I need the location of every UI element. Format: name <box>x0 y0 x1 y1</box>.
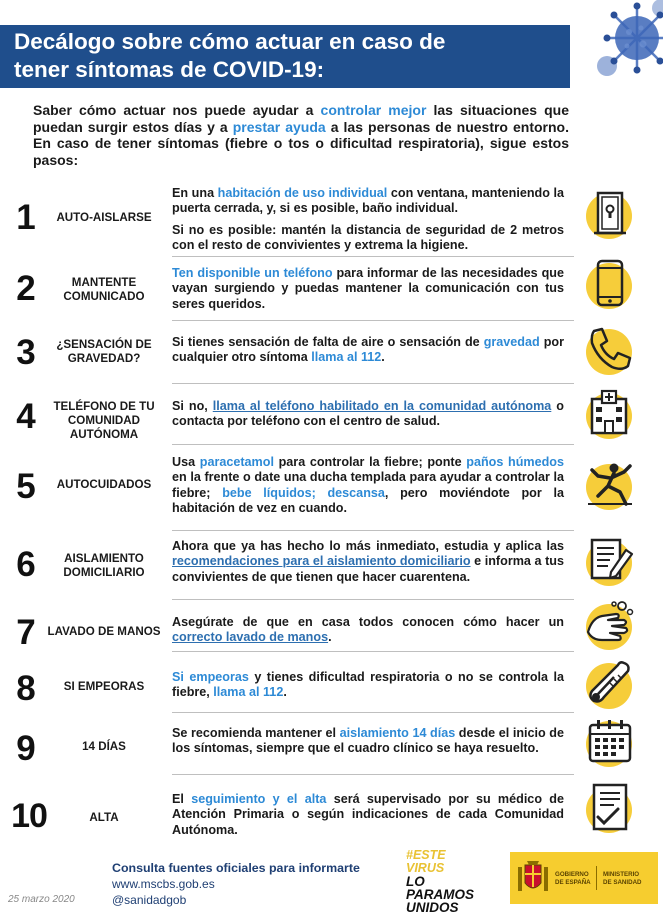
step-link-text: aislamiento 14 días <box>340 726 456 740</box>
step-number: 5 <box>6 469 46 504</box>
step-paragraph <box>172 539 564 585</box>
step-icon-badge <box>586 787 632 833</box>
page-title: Decálogo sobre cómo actuar en caso de tener síntomas de COVID-19: <box>14 28 445 84</box>
thermometer-icon <box>580 655 638 713</box>
step-label: TELÉFONO DE TU COMUNIDAD AUTÓNOMA <box>44 400 164 442</box>
step-paragraph <box>172 266 564 312</box>
step-text: En una <box>172 186 218 200</box>
step-paragraph <box>172 335 564 366</box>
government-logo <box>510 852 658 904</box>
step-link-text: llama al 112 <box>311 350 381 364</box>
step-description <box>172 455 564 517</box>
step-text: Se recomienda mantener el <box>172 726 340 740</box>
step-link-text: paracetamol <box>200 455 274 469</box>
gov-name: GOBIERNO DE ESPAÑA <box>555 871 591 887</box>
step-link-text[interactable]: llama al teléfono habilitado en la comunidad autónoma <box>213 399 552 413</box>
step-divider <box>172 774 574 775</box>
step-text: Asegúrate de que en casa todos conocen cómo hacer un <box>172 615 564 629</box>
step-link-text: gravedad <box>484 335 540 349</box>
step-description <box>172 792 564 838</box>
step-text: para controlar la fiebre; ponte <box>274 455 466 469</box>
step-paragraph <box>172 670 564 701</box>
calendar-icon <box>580 713 638 771</box>
step-icon-badge <box>586 329 632 375</box>
step-text: Si tienes sensación de falta de aire o sensación de <box>172 335 484 349</box>
website-link[interactable]: www.mscbs.gob.es <box>112 876 360 892</box>
step-text: por cualquier otro síntoma <box>172 335 564 364</box>
step-description <box>172 670 564 701</box>
hospital-icon <box>580 385 638 443</box>
step-label: AUTO-AISLARSE <box>44 211 164 225</box>
step-text: . <box>283 685 287 699</box>
step-icon-badge <box>586 263 632 309</box>
step-text: con ventana, manteniendo la puerta cerrada, y, si es posible, baño individual. <box>172 186 564 215</box>
step-icon-badge <box>586 393 632 439</box>
step-icon-badge <box>586 464 632 510</box>
step-icon-badge <box>586 193 632 239</box>
step-paragraph <box>172 792 564 838</box>
step-text: . <box>381 350 385 364</box>
step-link-text[interactable]: recomendaciones para el aislamiento domiciliario <box>172 554 471 568</box>
step-divider <box>172 444 574 445</box>
title-banner <box>0 25 570 88</box>
step-number: 6 <box>6 547 46 582</box>
step-text: . <box>328 630 332 644</box>
step-label: AUTOCUIDADOS <box>44 478 164 492</box>
step-text: Si no, <box>172 399 213 413</box>
step-label: ALTA <box>44 811 164 825</box>
step-paragraph <box>172 399 564 430</box>
step-description <box>172 266 564 312</box>
step-paragraph <box>172 223 564 254</box>
step-description <box>172 186 564 254</box>
step-icon-badge <box>586 663 632 709</box>
step-text: Ahora que ya has hecho lo más inmediato, estudia y aplica las <box>172 539 564 553</box>
step-link-text: llama al 112 <box>213 685 283 699</box>
coronavirus-icon <box>579 0 663 90</box>
step-paragraph <box>172 186 564 217</box>
step-label: 14 DÍAS <box>44 740 164 754</box>
step-divider <box>172 530 574 531</box>
step-text: o contacta por teléfono con el centro de salud. <box>172 399 564 428</box>
step-divider <box>172 383 574 384</box>
step-description <box>172 399 564 430</box>
step-icon-badge <box>586 721 632 767</box>
step-number: 10 <box>4 799 54 833</box>
exercise-icon <box>580 456 638 514</box>
step-link-text[interactable]: correcto lavado de manos <box>172 630 328 644</box>
step-label: MANTENTE COMUNICADO <box>44 276 164 304</box>
step-text: e informa a tus convivientes de que tienen que hacer cuarentena. <box>172 554 564 583</box>
step-number: 4 <box>6 399 46 434</box>
intro-paragraph: Saber cómo actuar nos puede ayudar a controlar mejor las situaciones que puedan surgir estos días y a prestar ayuda a las personas de nuestro entorno. En caso de tener síntomas (fiebre o tos o dificultad respiratoria), sigue estos pasos: <box>33 102 569 168</box>
step-number: 7 <box>6 615 46 650</box>
step-label: AISLAMIENTO DOMICILIARIO <box>44 552 164 580</box>
coat-of-arms-icon <box>516 859 550 897</box>
step-description <box>172 539 564 585</box>
step-number: 2 <box>6 271 46 306</box>
step-link-text: habitación de uso individual <box>218 186 388 200</box>
step-text: y tienes dificultad respiratoria o no se controla la fiebre, <box>172 670 564 699</box>
document-pen-icon <box>580 532 638 590</box>
footer-sources <box>112 860 360 908</box>
smartphone-icon <box>580 255 638 313</box>
step-number: 3 <box>6 335 46 370</box>
publication-date: 25 marzo 2020 <box>8 894 75 905</box>
step-paragraph <box>172 455 564 517</box>
step-label: LAVADO DE MANOS <box>44 625 164 639</box>
step-number: 8 <box>6 671 46 706</box>
step-text: desde el inicio de los síntomas, siempre que el cuadro clínico se haya resuelto. <box>172 726 564 755</box>
step-description <box>172 335 564 366</box>
phone-handset-icon <box>580 321 638 379</box>
step-text: , pero moviéndote por la habitación de vez en cuando. <box>172 486 564 515</box>
twitter-handle[interactable]: @sanidadgob <box>112 892 360 908</box>
campaign-logo: #ESTE VIRUS LO PARAMOS UNIDOS <box>406 849 502 914</box>
step-text: Si no es posible: mantén la distancia de seguridad de 2 metros con el resto de convivientes y extrema la higiene. <box>172 223 564 252</box>
step-text: será supervisado por su médico de Atención Primaria o según indicaciones de cada Comunidad Autónoma. <box>172 792 564 837</box>
step-text: El <box>172 792 191 806</box>
step-description <box>172 615 564 646</box>
logo-divider <box>596 866 597 890</box>
ministry-name: MINISTERIO DE SANIDAD <box>603 871 642 887</box>
step-text: en la frente o date una ducha templada para ayudar a controlar la fiebre; <box>172 470 564 499</box>
door-icon <box>580 185 638 243</box>
step-label: ¿SENSACIÓN DE GRAVEDAD? <box>44 338 164 366</box>
step-link-text: Ten disponible un teléfono <box>172 266 333 280</box>
step-label: SI EMPEORAS <box>44 680 164 694</box>
step-text: para informar de las necesidades que vayan surgiendo y puedas mantener la comunicación con tus seres queridos. <box>172 266 564 311</box>
step-divider <box>172 651 574 652</box>
checklist-icon <box>580 779 638 837</box>
step-divider <box>172 712 574 713</box>
step-link-text: seguimiento y el alta <box>191 792 326 806</box>
step-icon-badge <box>586 604 632 650</box>
handwashing-icon <box>580 596 638 654</box>
step-paragraph <box>172 615 564 646</box>
step-link-text: Si empeoras <box>172 670 249 684</box>
step-divider <box>172 256 574 257</box>
step-number: 1 <box>6 200 46 235</box>
step-paragraph <box>172 726 564 757</box>
step-divider <box>172 320 574 321</box>
step-number: 9 <box>6 731 46 766</box>
consult-text: Consulta fuentes oficiales para informarte <box>112 860 360 876</box>
step-divider <box>172 599 574 600</box>
step-description <box>172 726 564 757</box>
step-link-text: paños húmedos <box>466 455 564 469</box>
step-icon-badge <box>586 540 632 586</box>
step-link-text: bebe líquidos; descansa <box>222 486 385 500</box>
step-text: Usa <box>172 455 200 469</box>
